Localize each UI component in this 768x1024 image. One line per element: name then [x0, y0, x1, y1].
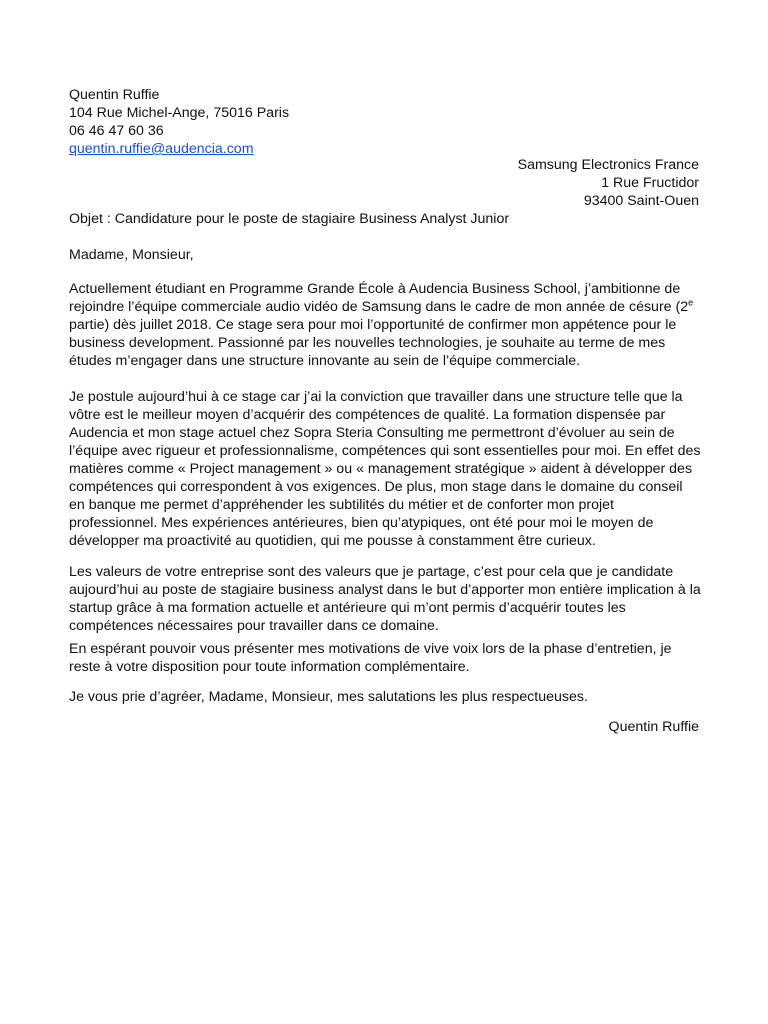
paragraph-2: [69, 388, 701, 550]
sender-phone: 06 46 47 60 36: [69, 123, 164, 139]
paragraph-2-text: Je postule aujourd’hui à ce stage car j’ai la conviction que travailler dans une structure telle que la vôtre est le meilleur moyen d’acquérir des compétences de qualité. La formation dispensée par Audencia et mon stage actuel chez Sopra Steria Consulting me permettront d’évoluer au sein de l’équipe avec rigueur et professionnalisme, compétences qui sont essentielles pour moi. En effet des matières comme « Project management » ou « management stratégique » aident à développer des compétences qui correspondent à vos exigences. De plus, mon stage dans le domaine du conseil en banque me permet d’appréhender les subtilités du métier et de conforter mon projet professionnel. Mes expériences antérieures, bien qu’atypiques, ont été pour moi le moyen de développer ma proactivité au quotidien, qui me pousse à constamment être curieux.: [69, 389, 701, 549]
recipient-company: Samsung Electronics France: [517, 157, 699, 173]
paragraph-1-text-a: Actuellement étudiant en Programme Grande École à Audencia Business School, j’ambitionne de rejoindre l’équipe commerciale audio vidéo de Samsung dans le cadre de mon année de césure (2: [69, 281, 689, 315]
closing-formula: Je vous prie d’agréer, Madame, Monsieur, mes salutations les plus respectueuses.: [69, 689, 588, 705]
paragraph-4-text: En espérant pouvoir vous présenter mes motivations de vive voix lors de la phase d’entretien, je reste à votre disposition pour toute information complémentaire.: [69, 641, 672, 675]
paragraph-3: [69, 563, 701, 635]
recipient-city: 93400 Saint-Ouen: [583, 193, 699, 209]
sender-block: [69, 86, 289, 158]
paragraph-4: [69, 640, 701, 676]
paragraph-1-superscript: e: [688, 297, 694, 308]
salutation: Madame, Monsieur,: [69, 247, 194, 263]
subject-line: Objet : Candidature pour le poste de stagiaire Business Analyst Junior: [69, 211, 510, 227]
sender-name: Quentin Ruffie: [69, 87, 160, 103]
paragraph-3-text: Les valeurs de votre entreprise sont des valeurs que je partage, c’est pour cela que je candidate aujourd’hui au poste de stagiaire business analyst dans le but d’apporter mon entière implication à la startup grâce à ma formation actuelle et antérieure qui m’ont permis d’acquérir toutes les compétences nécessaires pour travailler dans ce domaine.: [69, 564, 701, 634]
paragraph-1-text-b: partie) dès juillet 2018. Ce stage sera pour moi l’opportunité de confirmer mon appétence pour le business development. Passionné par les nouvelles technologies, je souhaite au terme de mes études m’engager dans une structure innovante au sein de l’équipe commerciale.: [69, 317, 677, 369]
recipient-block: [518, 156, 699, 210]
recipient-street: 1 Rue Fructidor: [601, 175, 699, 191]
sender-address: 104 Rue Michel-Ange, 75016 Paris: [69, 105, 290, 121]
signature: Quentin Ruffie: [608, 719, 699, 735]
paragraph-1: [69, 280, 701, 370]
sender-email-link[interactable]: quentin.ruffie@audencia.com: [69, 141, 254, 157]
